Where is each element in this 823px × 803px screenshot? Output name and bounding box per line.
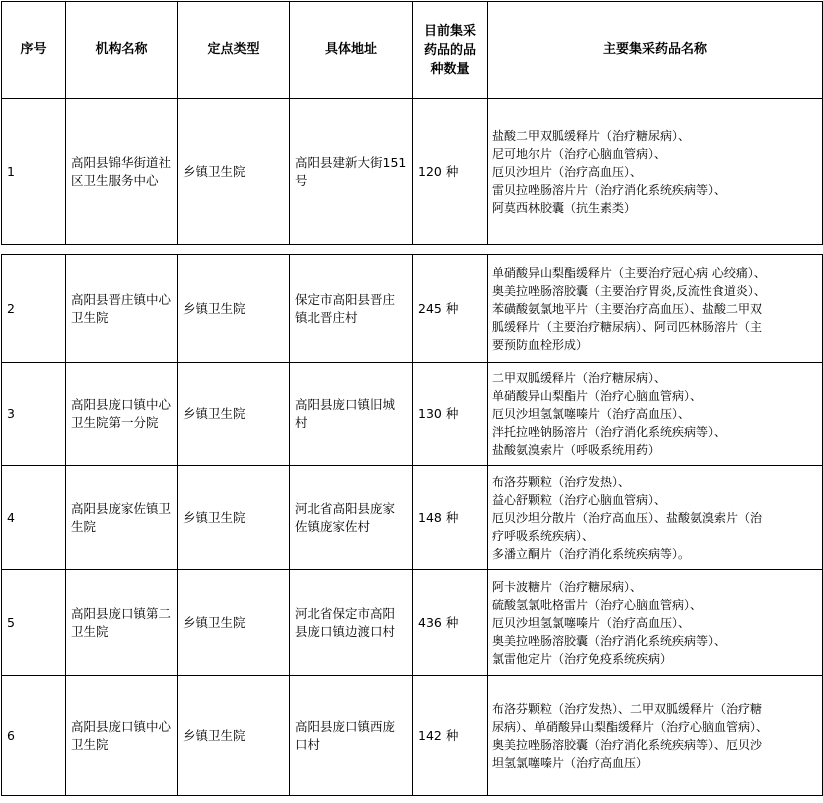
table-row <box>2 570 823 676</box>
cell-seq: 6 <box>2 676 66 796</box>
cell-type: 乡镇卫生院 <box>178 99 290 245</box>
drug-line: 单硝酸异山梨酯缓释片（主要治疗冠心病 心绞痛）、 <box>492 265 766 280</box>
drug-line: 雷贝拉唑肠溶片片（治疗消化系统疾病等）、 <box>492 182 727 197</box>
cell-type: 乡镇卫生院 <box>178 570 290 676</box>
drug-line: 盐酸氨溴索片（呼吸系统用药） <box>492 443 661 457</box>
drug-line: 氯雷他定片（治疗免疫系统疾病） <box>492 651 673 666</box>
table-row <box>2 99 823 245</box>
cell-seq: 3 <box>2 363 66 466</box>
cell-type: 乡镇卫生院 <box>178 466 290 570</box>
table-row <box>2 255 823 363</box>
header-address: 具体地址 <box>290 2 413 99</box>
cell-drugs <box>488 676 823 796</box>
drug-line: 尼可地尔片（治疗心脑血管病）、 <box>492 146 667 161</box>
cell-address: 河北省保定市高阳县庞口镇边渡口村 <box>290 570 413 676</box>
header-type: 定点类型 <box>178 2 290 99</box>
drug-line: 奥美拉唑肠溶胶囊（治疗消化系统疾病等）、厄贝沙 <box>492 737 763 752</box>
cell-count: 245 种 <box>413 255 488 363</box>
header-seq: 序号 <box>2 2 66 99</box>
drug-line: 厄贝沙坦氢氯噻嗪片（治疗高血压）、 <box>492 615 691 630</box>
cell-type: 乡镇卫生院 <box>178 676 290 796</box>
table-row <box>2 466 823 570</box>
drug-line: 胍缓释片（主要治疗糖尿病）、阿司匹林肠溶片（主 <box>492 319 763 334</box>
cell-count: 120 种 <box>413 99 488 245</box>
drug-line: 奥美拉唑肠溶胶囊（主要治疗胃炎,反流性食道炎）、 <box>492 283 766 298</box>
cell-drugs <box>488 570 823 676</box>
drug-line: 要预防血栓形成） <box>492 337 589 352</box>
drug-line: 泮托拉唑钠肠溶片（治疗消化系统疾病等）、 <box>492 425 727 439</box>
drug-line: 盐酸二甲双胍缓释片（治疗糖尿病）、 <box>492 128 691 143</box>
table-bottom <box>1 254 823 796</box>
cell-address: 高阳县庞口镇西庞口村 <box>290 676 413 796</box>
cell-type: 乡镇卫生院 <box>178 255 290 363</box>
drug-line: 厄贝沙坦分散片（治疗高血压）、盐酸氨溴索片（治 <box>492 510 763 525</box>
drug-line: 阿卡波糖片（治疗糖尿病）、 <box>492 579 643 594</box>
drug-line: 奥美拉唑肠溶胶囊（治疗消化系统疾病等）、 <box>492 633 727 648</box>
drug-line: 硫酸氢氯吡格雷片（治疗心脑血管病）、 <box>492 597 703 612</box>
cell-name: 高阳县庞口镇中心卫生院 <box>66 676 178 796</box>
cell-drugs <box>488 255 823 363</box>
header-drugs: 主要集采药品名称 <box>488 2 823 99</box>
cell-count: 130 种 <box>413 363 488 466</box>
cell-name: 高阳县庞口镇第二卫生院 <box>66 570 178 676</box>
drug-line: 布洛芬颗粒（治疗发热）、二甲双胍缓释片（治疗糖 <box>492 701 763 716</box>
drug-line: 多潘立酮片（治疗消化系统疾病等）。 <box>492 546 691 561</box>
table-row <box>2 363 823 466</box>
drug-line: 单硝酸异山梨酯片（治疗心脑血管病）、 <box>492 389 703 403</box>
cell-name: 高阳县锦华街道社区卫生服务中心 <box>66 99 178 245</box>
cell-type: 乡镇卫生院 <box>178 363 290 466</box>
header-name: 机构名称 <box>66 2 178 99</box>
cell-name: 高阳县庞家佐镇卫生院 <box>66 466 178 570</box>
drug-line: 尿病）、单硝酸异山梨酯缓释片（治疗心脑血管病）、 <box>492 719 769 734</box>
cell-drugs <box>488 466 823 570</box>
cell-seq: 4 <box>2 466 66 570</box>
drug-line: 厄贝沙坦氢氯噻嗪片（治疗高血压）、 <box>492 407 691 421</box>
table-row <box>2 676 823 796</box>
drug-line: 厄贝沙坦片（治疗高血压）、 <box>492 164 643 179</box>
cell-count: 148 种 <box>413 466 488 570</box>
cell-address: 高阳县庞口镇旧城村 <box>290 363 413 466</box>
cell-drugs <box>488 99 823 245</box>
drug-line: 苯磺酸氨氯地平片（主要治疗高血压）、盐酸二甲双 <box>492 301 763 316</box>
cell-seq: 5 <box>2 570 66 676</box>
drug-line: 二甲双胍缓释片（治疗糖尿病）、 <box>492 371 667 385</box>
header-row <box>2 2 823 99</box>
cell-count: 142 种 <box>413 676 488 796</box>
cell-seq: 2 <box>2 255 66 363</box>
cell-name: 高阳县晋庄镇中心卫生院 <box>66 255 178 363</box>
header-count: 目前集采药品的品种数量 <box>413 2 488 99</box>
cell-address: 保定市高阳县晋庄镇北晋庄村 <box>290 255 413 363</box>
drug-line: 疗呼吸系统疾病）、 <box>492 528 595 543</box>
cell-count: 436 种 <box>413 570 488 676</box>
drug-line: 益心舒颗粒（治疗心脑血管病）、 <box>492 492 667 507</box>
cell-address: 高阳县建新大街151号 <box>290 99 413 245</box>
drug-line: 阿莫西林胶囊（抗生素类） <box>492 200 637 215</box>
drug-line: 坦氢氯噻嗪片（治疗高血压） <box>492 755 649 770</box>
cell-drugs <box>488 363 823 466</box>
cell-name: 高阳县庞口镇中心卫生院第一分院 <box>66 363 178 466</box>
cell-address: 河北省高阳县庞家佐镇庞家佐村 <box>290 466 413 570</box>
table-top <box>1 1 823 245</box>
drug-line: 布洛芬颗粒（治疗发热）、 <box>492 474 631 489</box>
cell-seq: 1 <box>2 99 66 245</box>
